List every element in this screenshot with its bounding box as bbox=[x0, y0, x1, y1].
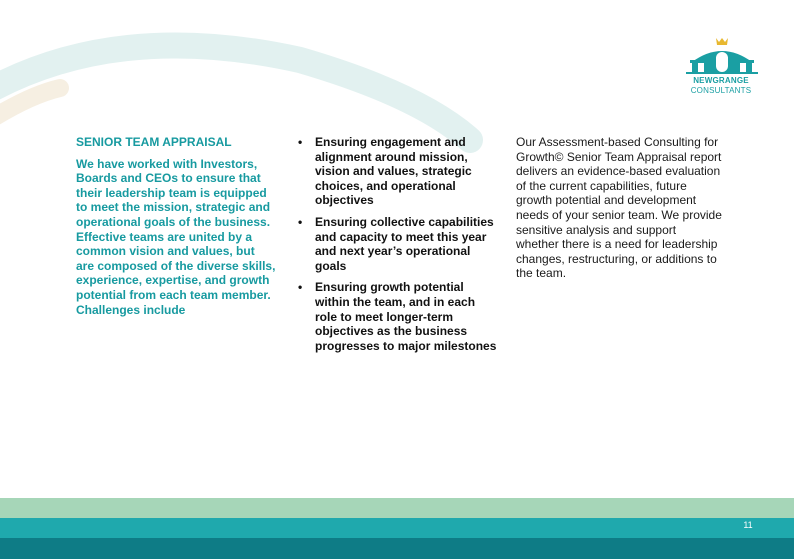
bullet-icon: • bbox=[298, 135, 303, 149]
list-item-text: Ensuring engagement and alignment around mission, vision and values, strategic choices, and operational objectives bbox=[315, 135, 472, 208]
service-paragraph: Our Assessment-based Consulting for Growth© Senior Team Appraisal report delivers an evidence-based evaluation of the current capabilities, future growth potential and development needs of your senior team. We provide sensitive analysis and support whether there is a need for leadership changes, restructuring, or additions to the team. bbox=[516, 135, 722, 281]
list-item bbox=[298, 215, 498, 273]
intro-paragraph: We have worked with Investors, Boards and CEOs to ensure that their leadership team is equipped to meet the mission, strategic and operational goals of the business. Effective teams are united by a common vision and values, but are composed of the diverse skills, experience, expertise, and growth potential from each team member. Challenges include bbox=[76, 156, 276, 317]
challenges-list bbox=[298, 135, 498, 360]
footer-band-dark bbox=[0, 538, 794, 559]
page-number: 11 bbox=[743, 520, 753, 530]
list-item bbox=[298, 280, 498, 353]
list-item-text: Ensuring growth potential within the team, and in each role to meet longer-term objectives as the business progresses to major milestones bbox=[315, 280, 497, 353]
section-heading: SENIOR TEAM APPRAISAL bbox=[76, 135, 232, 149]
bullet-icon: • bbox=[298, 214, 303, 229]
logo-name-line1: NEWGRANGE bbox=[693, 76, 749, 85]
bullet-icon: • bbox=[298, 280, 303, 295]
senior-team-appraisal-intro bbox=[76, 135, 276, 317]
list-item-text: Ensuring collective capabilities and capacity to meet this year and next year’s operational goals bbox=[315, 214, 494, 273]
list-item bbox=[298, 135, 498, 208]
logo-crown-icon bbox=[716, 38, 728, 45]
logo-name-line2: CONSULTANTS bbox=[690, 86, 752, 95]
footer-band-mid bbox=[0, 518, 794, 538]
service-description bbox=[516, 135, 722, 281]
footer-band-light bbox=[0, 498, 794, 518]
